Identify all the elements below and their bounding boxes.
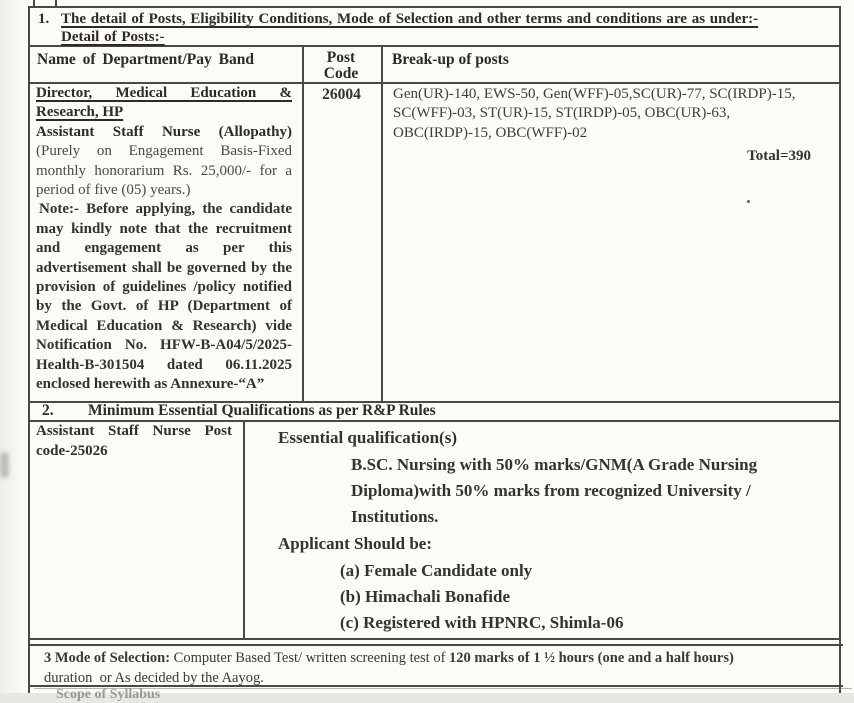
- post-code-header-line2: Code: [323, 64, 359, 82]
- total-posts: Total=390: [747, 147, 811, 164]
- section1-heading-text: The detail of Posts, Eligibility Conditions, Mode of Selection and other terms and conditions are as under:-: [61, 11, 759, 27]
- column-header-department: Name of Department/Pay Band: [37, 51, 254, 68]
- scan-smudge: [0, 452, 9, 478]
- engagement-terms: (Purely on Engagement Basis-Fixed monthly honorarium Rs. 25,000/- for a period of five (05) years.): [36, 143, 292, 199]
- post-label-cell: Assistant Staff Nurse Post code-25026: [36, 423, 232, 459]
- applicant-item-a: (a) Female Candidate only: [340, 561, 533, 580]
- next-row-partial-text: Scope of Syllabus: [56, 687, 161, 702]
- mode-of-selection-tail: duration or As decided by the Aayog.: [44, 669, 264, 686]
- column-divider-code-breakup: [381, 45, 383, 401]
- mode-of-selection-text: Computer Based Test/ written screening test of: [173, 650, 450, 666]
- section2-number: 2.: [42, 402, 54, 419]
- department-title: Director, Medical Education & Research, HP: [36, 85, 292, 121]
- post-description: [36, 123, 292, 201]
- column-header-breakup: Break-up of posts: [392, 51, 509, 68]
- applicant-item-b: (b) Himachali Bonafide: [340, 587, 511, 606]
- mode-of-selection-label: 3 Mode of Selection:: [44, 650, 174, 666]
- scan-speck: [747, 200, 750, 203]
- essential-qualification-heading: Essential qualification(s): [278, 428, 457, 447]
- section2-bottom-border: [28, 638, 839, 640]
- column-header-post-code: [304, 50, 378, 81]
- post-title: Assistant Staff Nurse (Allopathy): [36, 123, 292, 140]
- table-left-border: [28, 6, 30, 693]
- table-top-border: [28, 6, 840, 8]
- essential-qualification-text: B.SC. Nursing with 50% marks/GNM(A Grade Nursing Diploma)with 50% marks from recognized University / Institutions.: [351, 455, 758, 526]
- section1-heading: [61, 11, 841, 46]
- applicant-heading: Applicant Should be:: [278, 534, 432, 553]
- qualification-cell: [243, 420, 839, 634]
- mode-of-selection-row: [30, 645, 840, 688]
- post-code-header-line1: Post: [326, 49, 356, 66]
- breakup-text: Gen(UR)-140, EWS-50, Gen(WFF)-05,SC(UR)-77, SC(IRDP)-15, SC(WFF)-03, ST(UR)-15, ST(IRDP)-05, OBC(UR)-63, OBC(IRDP)-15, OBC(WFF)-02: [393, 86, 796, 141]
- breakup-cell: [393, 85, 811, 166]
- applicant-item-c: (c) Registered with HPNRC, Shimla-06: [340, 613, 624, 632]
- recruitment-note: Note:- Before applying, the candidate may kindly note that the recruitment and engagement as per this advertisement shall be governed by the provision of guidelines /policy notified by the Govt. of HP (Department of Medical Education & Research) vide Notification No. HFW-B-A04/5/2025-Health-B-301504 dated 06.11.2025 enclosed herewith as Annexure-“A”: [36, 201, 292, 393]
- section2-heading: Minimum Essential Qualifications as per R&P Rules: [88, 402, 436, 419]
- section1-subheading-text: Detail of Posts:-: [61, 28, 165, 45]
- table-right-border: [839, 6, 841, 693]
- post-code-cell: 26004: [322, 86, 361, 103]
- section1-number: 1.: [38, 11, 50, 27]
- mode-of-selection-marks: 120 marks of 1 ½ hours (one and a half hours): [449, 650, 734, 666]
- department-cell: [36, 84, 292, 395]
